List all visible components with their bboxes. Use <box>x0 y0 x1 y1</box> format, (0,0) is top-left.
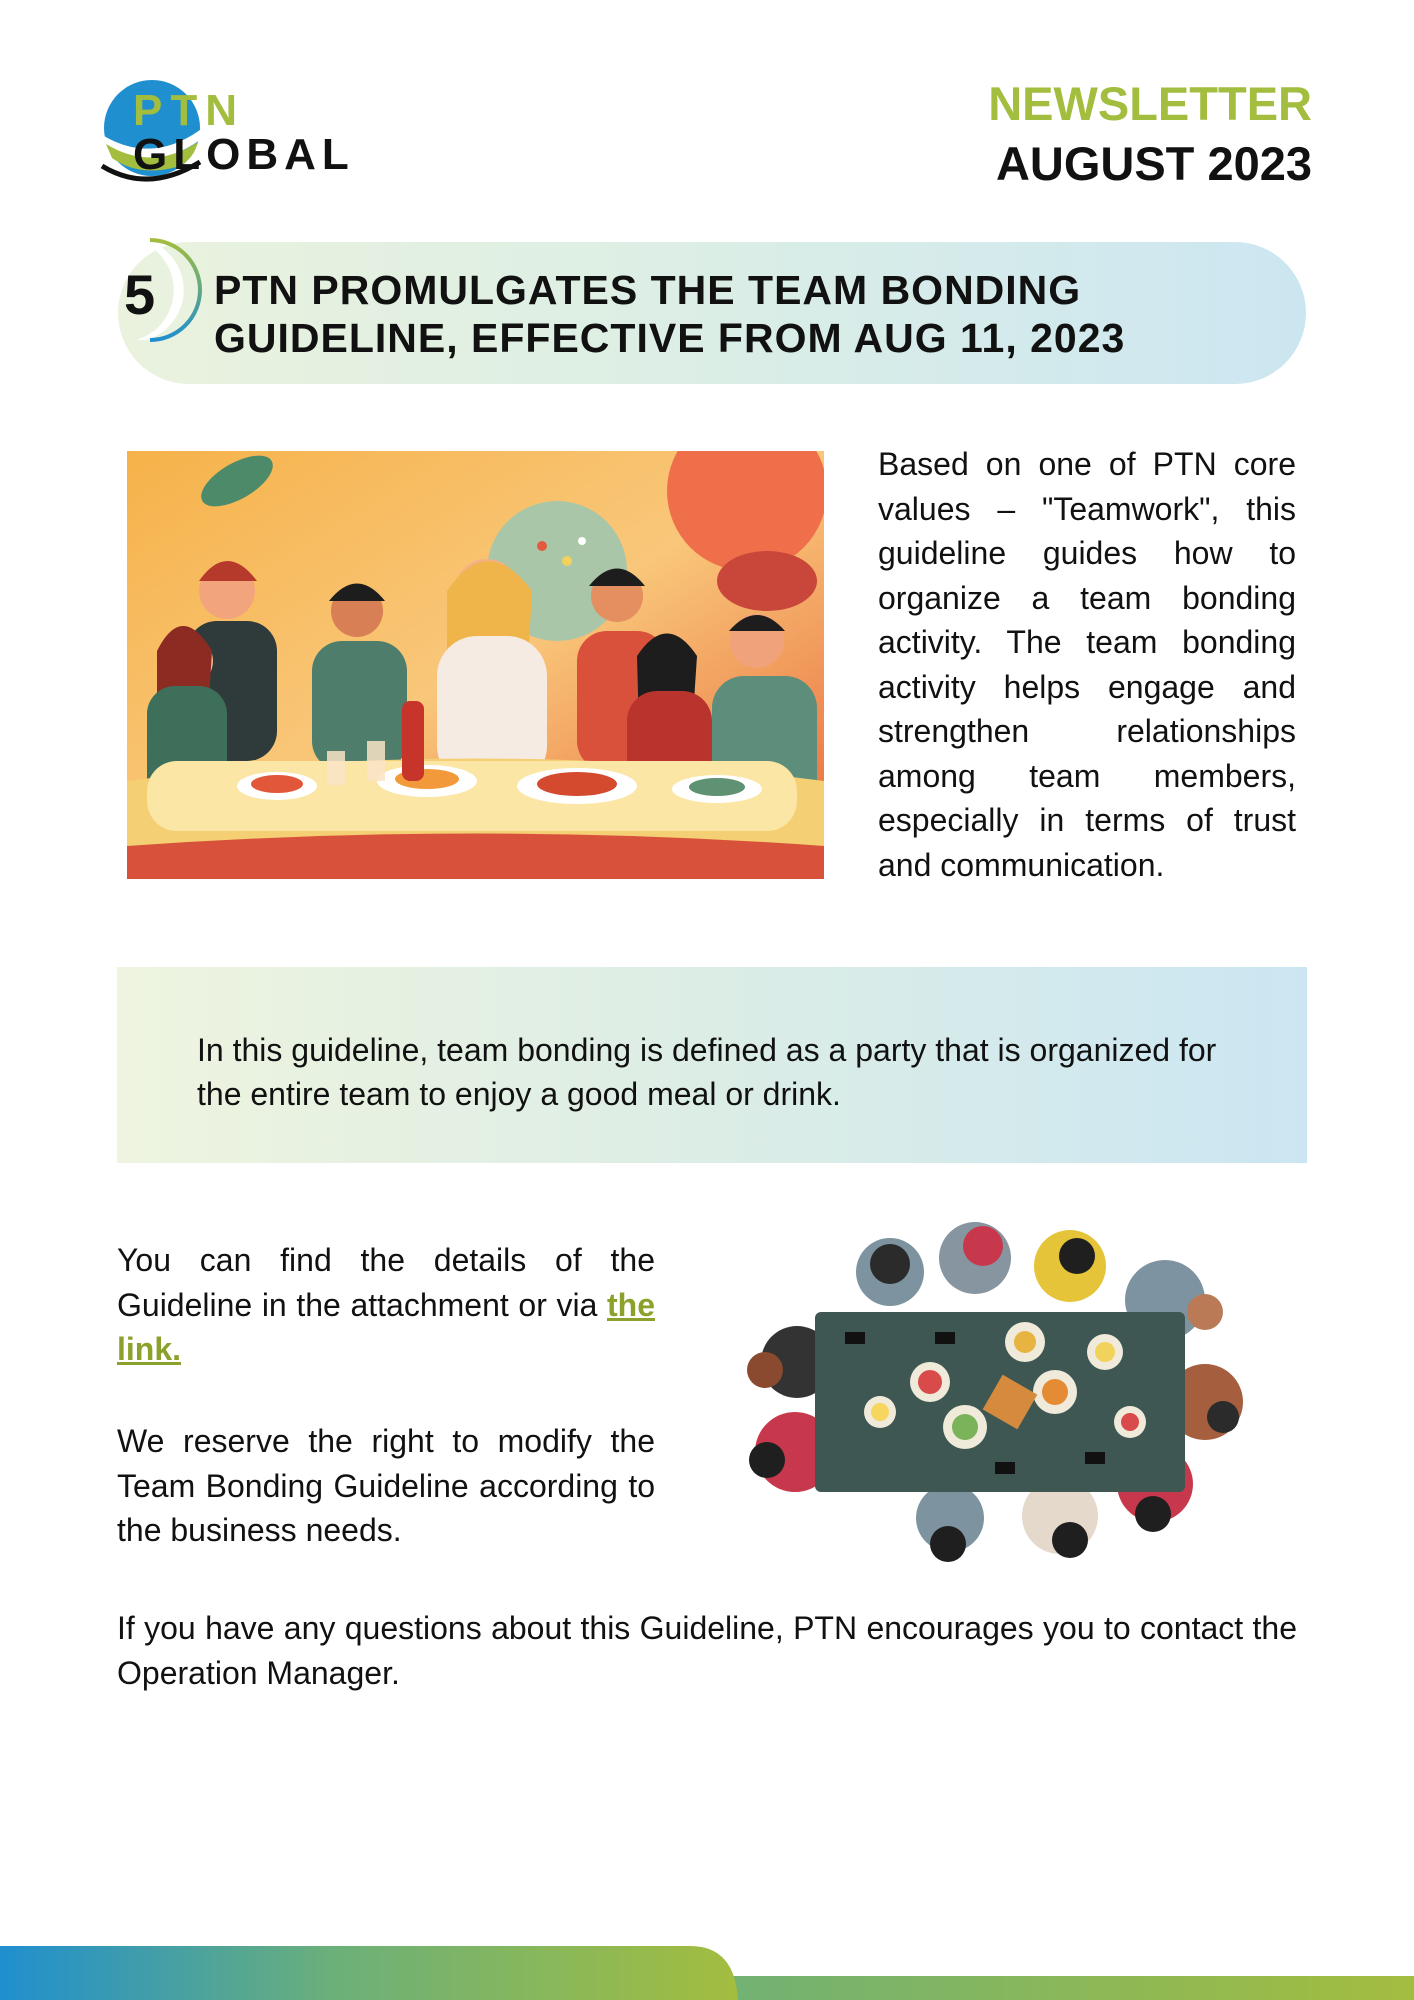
logo-text-ptn: PTN <box>133 86 245 135</box>
details-paragraph <box>117 1238 655 1372</box>
definition-text: In this guideline, team bonding is defined as a party that is organized for the entire team to enjoy a good meal or drink. <box>197 1032 1217 1112</box>
intro-paragraph: Based on one of PTN core values – "Teamwork", this guideline guides how to organize a team bonding activity. The team bonding activity helps engage and strengthen relationships among team members, especially in terms of trust and communication. <box>878 446 1296 883</box>
details-text: You can find the details of the Guideline in the attachment or via <box>117 1242 655 1323</box>
newsletter-date: AUGUST 2023 <box>995 137 1312 190</box>
headline-line-1: PTN PROMULGATES THE TEAM BONDING <box>214 267 1082 313</box>
headline-line-2: GUIDELINE, EFFECTIVE FROM AUG 11, 2023 <box>214 315 1126 361</box>
team-dinner-illustration <box>127 451 824 879</box>
guideline-link[interactable]: the link. <box>117 1286 655 1367</box>
article-number: 5 <box>124 263 156 326</box>
reserve-paragraph: We reserve the right to modify the Team Bonding Guideline according to the business needs. <box>117 1423 655 1548</box>
headline-title <box>214 266 1125 362</box>
footer-gradient-bar <box>0 1946 1414 2000</box>
table-topview-illustration <box>735 1222 1265 1574</box>
newsletter-label: NEWSLETTER <box>988 77 1312 130</box>
contact-paragraph: If you have any questions about this Guideline, PTN encourages you to contact the Operation Manager. <box>117 1610 1297 1691</box>
logo-text-global: GLOBAL <box>133 130 355 179</box>
